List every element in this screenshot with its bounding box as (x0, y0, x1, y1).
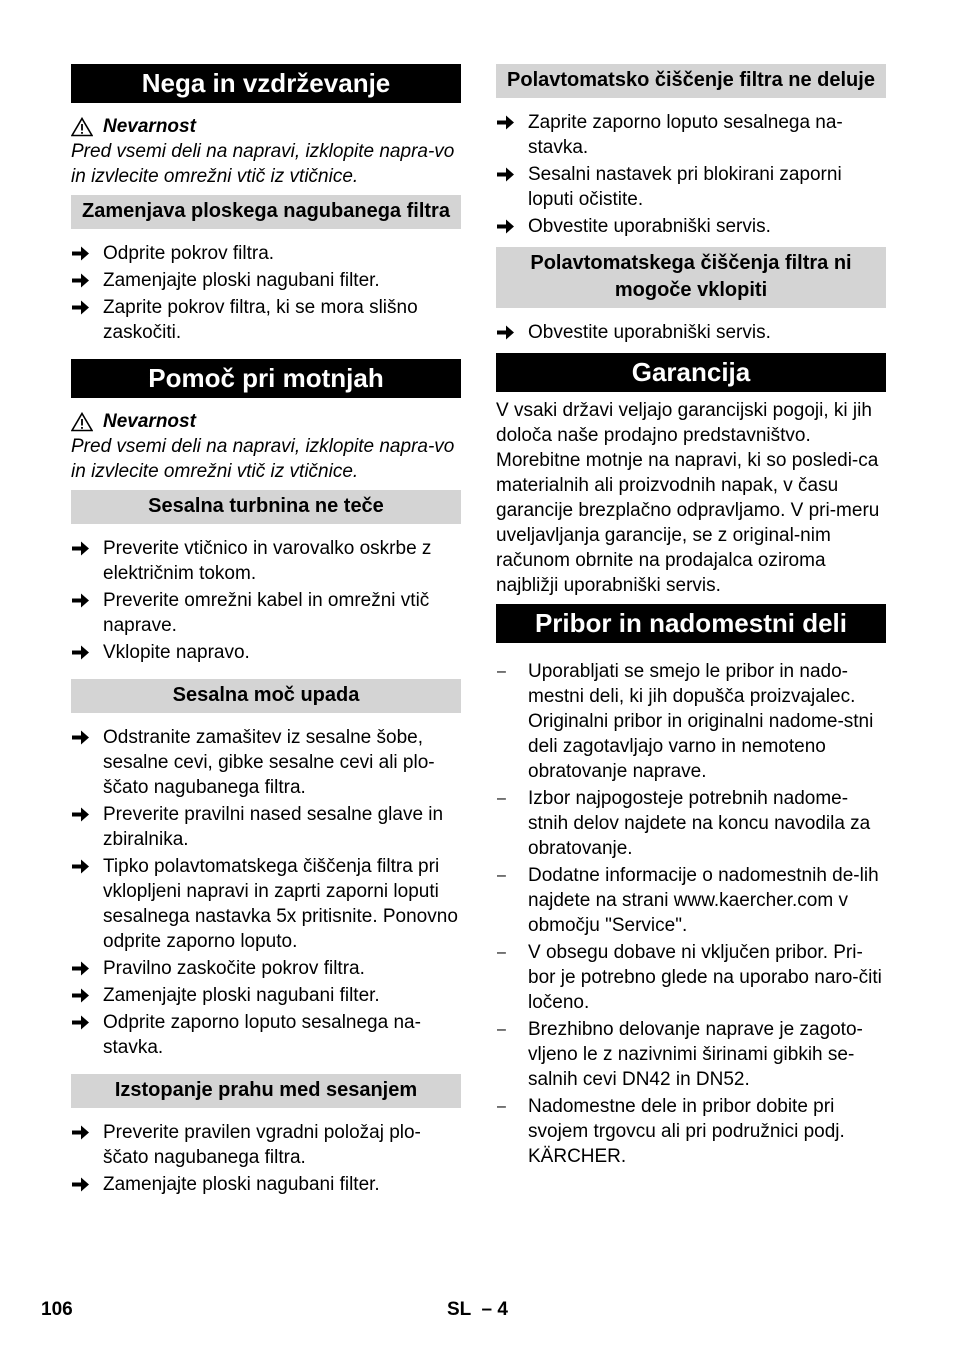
arrow-right-icon (72, 854, 94, 879)
list-item: Preverite pravilen vgradni položaj plo-ščato nagubanega filtra. (71, 1120, 461, 1170)
section-title-warranty: Garancija (496, 353, 886, 392)
dash-bullet-icon: – (497, 1098, 506, 1115)
page-number: 106 (41, 1299, 73, 1320)
dash-bullet-icon: – (497, 944, 506, 961)
list-item: – Uporabljati se smejo le pribor in nado-mestni deli, ki jih dopušča proizvajalec. Originalni pribor in originalni nadome-stni deli zagotavljajo varno in nemoteno obratovanje naprave. (497, 661, 874, 782)
list-item: Zamenjajte ploski nagubani filter. (71, 1172, 461, 1197)
arrow-right-icon (72, 268, 94, 293)
dash-bullet-icon: – (497, 790, 506, 807)
left-column (71, 64, 461, 1199)
list-item: Tipko polavtomatskega čiščenja filtra pri vklopljeni napravi in zaprti zaporni loputi sesalnega nastavka 5x pritisnite. Ponovno odprite zaporno loputo. (71, 854, 461, 954)
warning-triangle-icon (71, 117, 93, 137)
arrow-right-icon (72, 725, 94, 750)
arrow-right-icon (72, 241, 94, 266)
arrow-right-icon (72, 1172, 94, 1197)
dash-bullet-icon: – (497, 867, 506, 884)
warning-text: Pred vsemi deli na napravi, izklopite napra-vo in izvlecite omrežni vtič iz vtičnice. (71, 141, 455, 187)
list-item: Obvestite uporabniški servis. (496, 320, 886, 345)
subsection-title-semiauto-not-working: Polavtomatsko čiščenje filtra ne deluje (496, 64, 886, 98)
list-item: – Dodatne informacije o nadomestnih de-lih najdete na strani www.kaercher.com v območju "Service". (497, 865, 879, 936)
arrow-right-icon (72, 956, 94, 981)
list-item: Sesalni nastavek pri blokirani zaporni loputi očistite. (496, 162, 886, 212)
list-item: Preverite pravilni nased sesalne glave in zbiralnika. (71, 802, 461, 852)
subsection-title-semiauto-cannot-enable: Polavtomatskega čiščenja filtra ni mogoče vklopiti (496, 247, 886, 308)
subsection-title-turbine: Sesalna turbnina ne teče (71, 490, 461, 524)
warning-triangle-icon (71, 412, 93, 432)
dash-bullet-icon: – (497, 663, 506, 680)
warning-heading (71, 114, 461, 139)
warning-title: Nevarnost (103, 411, 196, 432)
list-item: Odstranite zamašitev iz sesalne šobe, sesalne cevi, gibke sesalne cevi ali plo-ščato nagubanega filtra. (71, 725, 461, 800)
list-item: – Izbor najpogosteje potrebnih nadome-stnih delov najdete na koncu navodila za obratovanje. (497, 788, 871, 859)
list-item: Zamenjajte ploski nagubani filter. (71, 983, 461, 1008)
arrow-list (71, 1120, 461, 1197)
arrow-right-icon (72, 1010, 94, 1035)
list-item: Vklopite napravo. (71, 640, 461, 665)
list-item: – Nadomestne dele in pribor dobite pri svojem trgovcu ali pri podružnici podj. KÄRCHER. (497, 1096, 845, 1167)
arrow-right-icon (497, 110, 519, 135)
arrow-right-icon (72, 1120, 94, 1145)
arrow-list (496, 320, 886, 345)
arrow-right-icon (72, 536, 94, 561)
arrow-right-icon (72, 588, 94, 613)
arrow-list (71, 536, 461, 665)
arrow-right-icon (72, 983, 94, 1008)
section-title-accessories: Pribor in nadomestni deli (496, 604, 886, 643)
arrow-right-icon (497, 214, 519, 239)
list-item: Odprite zaporno loputo sesalnega na-stavka. (71, 1010, 461, 1060)
arrow-list (496, 110, 886, 239)
arrow-right-icon (72, 802, 94, 827)
warning-title: Nevarnost (103, 116, 196, 137)
list-item: Preverite vtičnico in varovalko oskrbe z električnim tokom. (71, 536, 461, 586)
list-item: – V obsegu dobave ni vključen pribor. Pri-bor je potrebno glede na uporabo naro-čiti ločeno. (497, 942, 882, 1013)
list-item: Obvestite uporabniški servis. (496, 214, 886, 239)
dash-bullet-icon: – (497, 1021, 506, 1038)
list-item: Zaprite pokrov filtra, ki se mora slišno zaskočiti. (71, 295, 461, 345)
warning-text: Pred vsemi deli na napravi, izklopite napra-vo in izvlecite omrežni vtič iz vtičnice. (71, 436, 455, 482)
warranty-text: V vsaki državi veljajo garancijski pogoji, ki jih določa naše prodajno predstavništvo. Morebitne motnje na napravi, ki so posledi-ca materialnih ali proizvodnih napak, v času garancije brezplačno odpravljamo. V pri-meru uveljavljanja garancije, se z original-nim računom obrnite na prodajalca oziroma najbližji uporabniški servis. (496, 400, 880, 596)
section-title-maintenance: Nega in vzdrževanje (71, 64, 461, 103)
arrow-list (71, 725, 461, 1060)
arrow-right-icon (497, 320, 519, 345)
dash-list (496, 659, 886, 1169)
list-item: Preverite omrežni kabel in omrežni vtič naprave. (71, 588, 461, 638)
list-item: Zaprite zaporno loputo sesalnega na-stavka. (496, 110, 886, 160)
list-item: Pravilno zaskočite pokrov filtra. (71, 956, 461, 981)
list-item: Zamenjajte ploski nagubani filter. (71, 268, 461, 293)
section-title-troubleshooting: Pomoč pri motnjah (71, 359, 461, 398)
right-column (496, 64, 886, 1171)
subsection-title-dust: Izstopanje prahu med sesanjem (71, 1074, 461, 1108)
arrow-right-icon (497, 162, 519, 187)
arrow-right-icon (72, 640, 94, 665)
subsection-title-filter-replace: Zamenjava ploskega nagubanega filtra (71, 195, 461, 229)
arrow-right-icon (72, 295, 94, 320)
list-item: Odprite pokrov filtra. (71, 241, 461, 266)
list-item: – Brezhibno delovanje naprave je zagoto-vljeno le z nazivnimi širinami gibkih se-salnih cevi DN42 in DN52. (497, 1019, 863, 1090)
language-page-label: SL – 4 (447, 1299, 508, 1320)
subsection-title-suction-power: Sesalna moč upada (71, 679, 461, 713)
warning-heading (71, 409, 461, 434)
arrow-list (71, 241, 461, 345)
